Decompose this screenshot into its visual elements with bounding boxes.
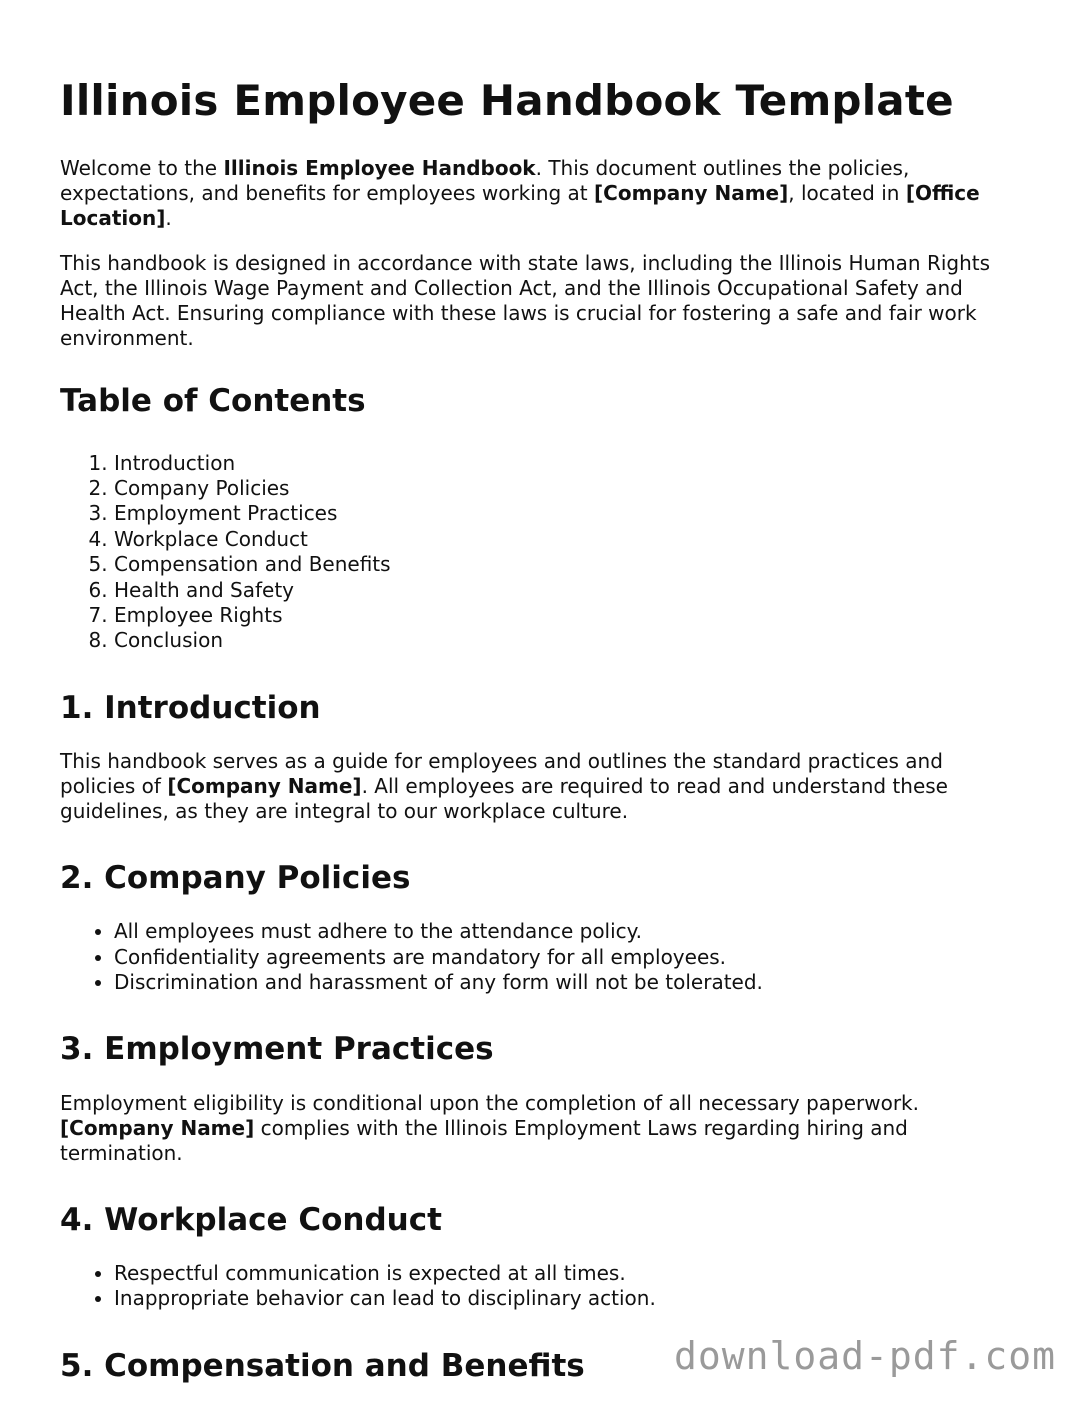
- company-policies-list: [60, 919, 1020, 995]
- office-location-placeholder: [Office Location]: [60, 181, 980, 231]
- section-heading-company-policies: 2. Company Policies: [60, 860, 411, 897]
- handbook-name: Illinois Employee Handbook: [223, 156, 536, 181]
- toc-item: 7. Employee Rights: [114, 603, 1020, 628]
- introduction-paragraph: This handbook serves as a guide for employees and outlines the standard practices and policies of [Company Name]. All employees are required to read and understand these guidelines, as they are integral to our workplace culture.: [60, 749, 948, 824]
- document-title: Illinois Employee Handbook Template: [60, 76, 954, 125]
- watermark: download-pdf.com: [673, 1334, 1056, 1378]
- section-heading-introduction: 1. Introduction: [60, 689, 321, 726]
- section-heading-employment-practices: 3. Employment Practices: [60, 1031, 494, 1068]
- toc-list: [60, 451, 1020, 654]
- workplace-conduct-list: [60, 1261, 1020, 1312]
- toc-heading: Table of Contents: [60, 383, 366, 420]
- section-heading-compensation-benefits: 5. Compensation and Benefits: [60, 1347, 585, 1384]
- toc-item: 1. Introduction: [114, 451, 1020, 476]
- toc-item: 3. Employment Practices: [114, 501, 1020, 526]
- list-item: • Confidentiality agreements are mandatory for all employees.: [114, 945, 1020, 970]
- toc-item: 2. Company Policies: [114, 476, 1020, 501]
- company-name-placeholder: [Company Name]: [594, 181, 789, 206]
- company-name-placeholder: [Company Name]: [167, 774, 362, 799]
- toc-item: 4. Workplace Conduct: [114, 527, 1020, 552]
- employment-practices-paragraph: Employment eligibility is conditional upon the completion of all necessary paperwork. [Company Name] complies with the Illinois Employment Laws regarding hiring and termination.: [60, 1090, 919, 1165]
- company-name-placeholder: [Company Name]: [60, 1115, 255, 1140]
- section-heading-workplace-conduct: 4. Workplace Conduct: [60, 1201, 442, 1238]
- intro-paragraph: Welcome to the Illinois Employee Handbook. This document outlines the policies, expectations, and benefits for employees working at [Company Name], located in [Office Location].: [60, 156, 980, 231]
- compliance-paragraph: This handbook is designed in accordance with state laws, including the Illinois Human Rights Act, the Illinois Wage Payment and Collection Act, and the Illinois Occupational Safety and Health Act. Ensuring compliance with these laws is crucial for fostering a safe and fair work environment.: [60, 251, 991, 351]
- toc-item: 5. Compensation and Benefits: [114, 552, 1020, 577]
- list-item: • Inappropriate behavior can lead to disciplinary action.: [114, 1286, 1020, 1311]
- toc-item: 6. Health and Safety: [114, 578, 1020, 603]
- list-item: • Discrimination and harassment of any form will not be tolerated.: [114, 970, 1020, 995]
- list-item: • All employees must adhere to the attendance policy.: [114, 919, 1020, 944]
- list-item: • Respectful communication is expected at all times.: [114, 1261, 1020, 1286]
- toc-item: 8. Conclusion: [114, 628, 1020, 653]
- document-page: [60, 76, 1020, 1407]
